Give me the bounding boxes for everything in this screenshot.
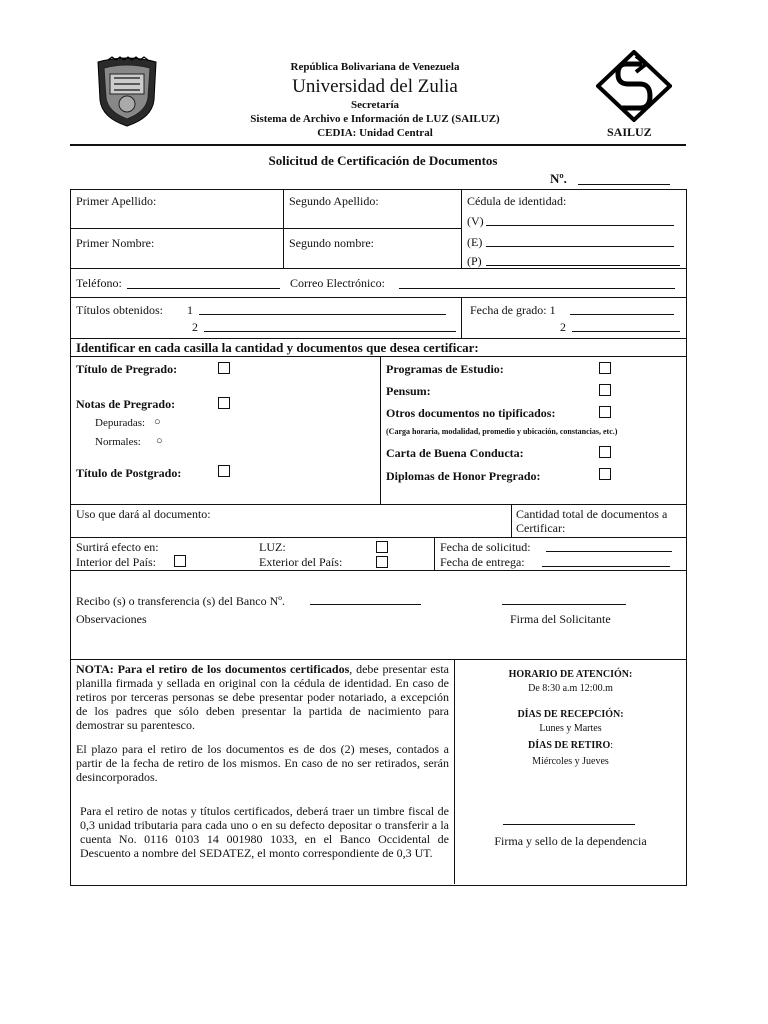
fecha-entrega-field[interactable] xyxy=(542,566,670,567)
sailuz-logo xyxy=(596,50,672,122)
firma-sello-label: Firma y sello de la dependencia xyxy=(494,834,647,848)
firma-solicitante-line[interactable] xyxy=(502,604,626,605)
row-line xyxy=(70,356,686,357)
normales-label: Normales: xyxy=(95,436,141,448)
luz-label: LUZ: xyxy=(259,540,286,554)
firma-solicitante-label: Firma del Solicitante xyxy=(510,612,611,626)
form-title: Solicitud de Certificación de Documentos xyxy=(268,153,498,168)
header-university: Universidad del Zulia xyxy=(292,76,458,97)
row-line xyxy=(70,268,686,269)
telefono-field[interactable] xyxy=(127,288,280,289)
pensum-label: Pensum: xyxy=(386,384,431,398)
note-lead: NOTA: Para el retiro de los documentos certificados xyxy=(76,662,350,676)
titulo-pregrado-label: Título de Pregrado: xyxy=(76,362,178,376)
notas-pregrado-checkbox[interactable] xyxy=(218,397,230,409)
luz-checkbox[interactable] xyxy=(376,541,388,553)
col-line xyxy=(511,504,512,537)
row-line xyxy=(70,570,686,571)
firma-sello-line[interactable] xyxy=(503,824,635,825)
pensum-checkbox[interactable] xyxy=(599,384,611,396)
programas-label: Programas de Estudio: xyxy=(386,362,504,376)
cantidad-total-label: Cantidad total de documentos a Certificar: xyxy=(516,507,668,535)
header-republic: República Bolivariana de Venezuela xyxy=(290,61,460,73)
programas-checkbox[interactable] xyxy=(599,362,611,374)
depuradas-radio[interactable]: ○ xyxy=(154,416,161,428)
number-field[interactable] xyxy=(578,184,670,185)
row-line xyxy=(70,297,686,298)
recepcion-title: DÍAS DE RECEPCIÓN: xyxy=(517,709,624,720)
university-seal-logo xyxy=(94,56,160,128)
note-p1-rest: , debe presentar esta planilla firmada y sellada en original con la cédula de identidad. En caso de retiros por terceras personas se debe presentar poder notariado, a excepción de los padres que sólo deben presentar la partida de nacimiento para demostrar su parentesco. xyxy=(76,662,449,732)
observaciones-label: Observaciones xyxy=(76,612,147,626)
cedula-e-label: (E) xyxy=(467,235,483,249)
uso-label: Uso que dará al documento: xyxy=(76,507,211,521)
diplomas-checkbox[interactable] xyxy=(599,468,611,480)
retiro-value: Miércoles y Jueves xyxy=(532,756,609,767)
note-paragraph-2: El plazo para el retiro de los documentos es de dos (2) meses, contados a partir de la fecha de retiro de los mismos. En caso de no ser retirados, serán desincorporados. xyxy=(76,742,449,784)
cedula-v-label: (V) xyxy=(467,214,484,228)
titulos-label: Títulos obtenidos: xyxy=(76,303,163,317)
fecha-solicitud-label: Fecha de solicitud: xyxy=(440,540,531,554)
carta-label: Carta de Buena Conducta: xyxy=(386,446,524,460)
retiro-title-wrap xyxy=(456,740,685,752)
otros-checkbox[interactable] xyxy=(599,406,611,418)
exterior-label: Exterior del País: xyxy=(259,555,343,569)
col-line xyxy=(461,189,462,268)
col-line xyxy=(454,659,455,884)
header-system: Sistema de Archivo e Información de LUZ (SAILUZ) xyxy=(250,113,500,125)
cedula-p-field[interactable] xyxy=(486,265,680,266)
col-line xyxy=(434,537,435,570)
recibo-label: Recibo (s) o transferencia (s) del Banco Nº. xyxy=(76,594,285,608)
cedula-v-field[interactable] xyxy=(486,225,674,226)
fecha-solicitud-field[interactable] xyxy=(546,551,672,552)
otros-label: Otros documentos no tipificados: xyxy=(386,406,556,420)
col-line xyxy=(461,297,462,338)
titulo-2-field[interactable] xyxy=(204,331,456,332)
row-line xyxy=(70,338,686,339)
col-line xyxy=(283,189,284,268)
depuradas-label: Depuradas: xyxy=(95,417,146,429)
correo-label: Correo Electrónico: xyxy=(290,276,385,290)
identificar-heading: Identificar en cada casilla la cantidad y documentos que desea certificar: xyxy=(76,340,479,355)
retiro-note xyxy=(76,662,449,868)
number-label: Nº. xyxy=(550,171,567,186)
primer-apellido-label: Primer Apellido: xyxy=(76,194,157,208)
retiro-title: DÍAS DE RETIRO xyxy=(527,740,611,751)
segundo-apellido-label: Segundo Apellido: xyxy=(289,194,379,208)
titulo-2-number: 2 xyxy=(192,320,198,334)
titulo-1-number: 1 xyxy=(187,303,193,317)
fecha-grado-2-number: 2 xyxy=(560,320,566,334)
otros-note: (Carga horaria, modalidad, promedio y ubicación, constancias, etc.) xyxy=(386,427,618,436)
retiro-colon: : xyxy=(610,740,614,751)
fecha-grado-1-field[interactable] xyxy=(570,314,674,315)
interior-checkbox[interactable] xyxy=(174,555,186,567)
exterior-checkbox[interactable] xyxy=(376,556,388,568)
horario-title: HORARIO DE ATENCIÓN: xyxy=(508,669,633,680)
col-line xyxy=(380,356,381,504)
cedula-label: Cédula de identidad: xyxy=(467,194,567,208)
titulo-pregrado-checkbox[interactable] xyxy=(218,362,230,374)
fecha-grado-2-field[interactable] xyxy=(572,331,680,332)
cedula-e-field[interactable] xyxy=(486,246,674,247)
recibo-field[interactable] xyxy=(310,604,421,605)
header-divider xyxy=(70,144,686,146)
recepcion-value: Lunes y Martes xyxy=(539,723,602,734)
correo-field[interactable] xyxy=(399,288,675,289)
notas-pregrado-label: Notas de Pregrado: xyxy=(76,397,176,411)
note-paragraph-1 xyxy=(76,662,449,732)
titulo-postgrado-label: Título de Postgrado: xyxy=(76,466,182,480)
fecha-grado-label: Fecha de grado: 1 xyxy=(470,303,556,317)
carta-checkbox[interactable] xyxy=(599,446,611,458)
header-secretaria: Secretaría xyxy=(350,99,400,111)
normales-radio[interactable]: ○ xyxy=(156,435,163,447)
horario-value: De 8:30 a.m 12:00.m xyxy=(528,683,613,694)
titulo-1-field[interactable] xyxy=(199,314,446,315)
row-line xyxy=(70,537,686,538)
cedula-p-label: (P) xyxy=(467,254,482,268)
interior-label: Interior del País: xyxy=(76,555,156,569)
titulo-postgrado-checkbox[interactable] xyxy=(218,465,230,477)
primer-nombre-label: Primer Nombre: xyxy=(76,236,155,250)
header-cedia: CEDIA: Unidad Central xyxy=(317,127,433,139)
fecha-entrega-label: Fecha de entrega: xyxy=(440,555,525,569)
note-paragraph-3: Para el retiro de notas y títulos certificados, deberá traer un timbre fiscal de 0,3 unidad tributaria para cada uno o en su defecto depositar o transferir a la cuenta No. 0116 0103 14 001980 1033, en el Banco Occidental de Descuento a nombre del SEDATEZ, el monto correspondiente de 0,3 UT. xyxy=(80,804,449,860)
row-line xyxy=(70,659,686,660)
surtira-label: Surtirá efecto en: xyxy=(76,540,159,554)
row-line xyxy=(70,504,686,505)
telefono-label: Teléfono: xyxy=(76,276,122,290)
diplomas-label: Diplomas de Honor Pregrado: xyxy=(386,469,541,483)
sailuz-logo-text: SAILUZ xyxy=(607,125,652,139)
segundo-nombre-label: Segundo nombre: xyxy=(289,236,374,250)
row-line xyxy=(70,228,461,229)
